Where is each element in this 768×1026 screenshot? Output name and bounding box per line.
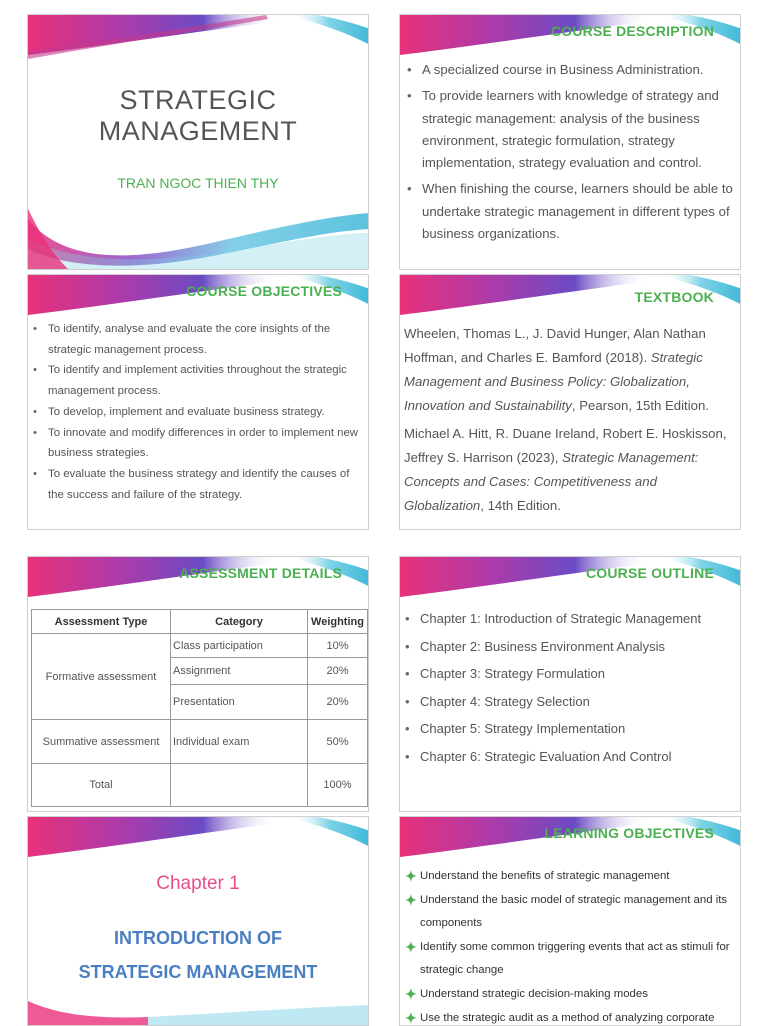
slide-course-objectives — [27, 274, 369, 530]
list-item-text: Understand the basic model of strategic management and its components — [420, 893, 728, 930]
list-item-text: Use the strategic audit as a method of analyzing corporate — [420, 1011, 715, 1024]
title-line-2: MANAGEMENT — [98, 116, 298, 146]
list-item — [402, 983, 736, 1007]
chapter-title-line-2: STRATEGIC MANAGEMENT — [78, 962, 318, 982]
presentation-title — [28, 85, 368, 147]
objectives-list — [30, 319, 362, 505]
category-cell: Class participation — [171, 634, 308, 658]
table-header-row — [32, 610, 368, 634]
chapter-label: Chapter 1 — [156, 873, 240, 894]
table-row — [32, 720, 368, 764]
ref-title: Strategic Management and Business Policy: Globalization, Innovation and Sustainability — [404, 350, 703, 413]
empty-cell — [171, 764, 308, 807]
list-item — [402, 1007, 736, 1026]
list-item: • To identify and implement activities throughout the strategic management process. — [30, 360, 362, 401]
chapter-title-line-1: INTRODUCTION OF — [114, 928, 282, 948]
ref-title: Strategic Management: Concepts and Cases: Competitiveness and Globalization — [404, 450, 699, 513]
column-header: Weighting — [308, 610, 368, 634]
list-item-text: Understand strategic decision-making modes — [420, 987, 648, 1000]
list-item: • When finishing the course, learners should be able to undertake strategic management in different types of business organizations. — [404, 178, 734, 245]
list-item-text: Identify some common triggering events that act as stimuli for strategic change — [420, 940, 730, 977]
slide-assessment-details — [27, 556, 369, 812]
weight-cell: 20% — [308, 685, 368, 720]
slide-heading: TEXTBOOK — [634, 289, 714, 305]
column-header: Assessment Type — [32, 610, 171, 634]
title-line-1: STRATEGIC — [119, 85, 277, 115]
weight-cell: 10% — [308, 634, 368, 658]
list-item: • A specialized course in Business Administration. — [404, 59, 734, 81]
list-item: • Chapter 5: Strategy Implementation — [402, 715, 734, 743]
outline-list — [402, 605, 734, 771]
list-item: • To identify, analyse and evaluate the core insights of the strategic management process. — [30, 319, 362, 360]
column-header: Category — [171, 610, 308, 634]
list-item: • To innovate and modify differences in order to implement new business strategies. — [30, 423, 362, 464]
reference-2 — [404, 422, 734, 518]
wave-decoration — [28, 817, 369, 861]
list-item: • Chapter 3: Strategy Formulation — [402, 660, 734, 688]
ref-authors: Wheelen, Thomas L., J. David Hunger, Alan Nathan Hoffman, and Charles E. Bamford (2018). — [404, 326, 706, 365]
slide-heading: COURSE DESCRIPTION — [550, 23, 714, 39]
list-item: • To evaluate the business strategy and identify the causes of the success and failure of the strategy. — [30, 464, 362, 505]
wave-decoration-bottom — [28, 199, 369, 269]
learning-objectives-list — [402, 865, 736, 1026]
list-item: • Chapter 2: Business Environment Analysis — [402, 633, 734, 661]
table-row — [32, 634, 368, 658]
list-item: • To provide learners with knowledge of strategy and strategic management: analysis of the business environment, strategic formulation, strategy implementation, strategy evaluation and control. — [404, 85, 734, 174]
list-item: • Chapter 6: Strategic Evaluation And Control — [402, 743, 734, 771]
category-cell: Individual exam — [171, 720, 308, 764]
plus-bullet-icon: ✦ — [405, 985, 417, 1002]
ref-authors: Michael A. Hitt, R. Duane Ireland, Robert E. Hoskisson, Jeffrey S. Harrison (2023), — [404, 426, 727, 465]
slide-heading: LEARNING OBJECTIVES — [544, 825, 714, 841]
list-item-text: Understand the benefits of strategic management — [420, 870, 670, 882]
slide-heading: COURSE OBJECTIVES — [186, 283, 342, 299]
list-item: • Chapter 4: Strategy Selection — [402, 688, 734, 716]
wave-decoration — [28, 15, 369, 59]
slide-textbook — [399, 274, 741, 530]
plus-bullet-icon: ✦ — [405, 868, 417, 884]
weight-cell: 20% — [308, 658, 368, 685]
total-label-cell: Total — [32, 764, 171, 807]
list-item: • Chapter 1: Introduction of Strategic Management — [402, 605, 734, 633]
total-weight-cell: 100% — [308, 764, 368, 807]
ref-publisher: , 14th Edition. — [480, 498, 561, 513]
slide-course-description — [399, 14, 741, 270]
assessment-table — [31, 609, 368, 807]
wave-decoration-bottom — [28, 995, 369, 1025]
list-item — [402, 865, 736, 889]
plus-bullet-icon: ✦ — [405, 891, 417, 908]
plus-bullet-icon: ✦ — [405, 1009, 417, 1026]
assessment-type-cell: Formative assessment — [32, 634, 171, 720]
chapter-title — [28, 921, 368, 989]
author-name: TRAN NGOC THIEN THY — [117, 175, 279, 191]
slide-heading: COURSE OUTLINE — [585, 565, 714, 581]
category-cell: Presentation — [171, 685, 308, 720]
slide-learning-objectives — [399, 816, 741, 1026]
list-item — [402, 889, 736, 936]
table-row — [32, 764, 368, 807]
category-cell: Assignment — [171, 658, 308, 685]
slide-course-outline — [399, 556, 741, 812]
list-item: • To develop, implement and evaluate business strategy. — [30, 402, 362, 423]
assessment-type-cell: Summative assessment — [32, 720, 171, 764]
reference-1 — [404, 322, 734, 418]
slide-heading: ASSESSMENT DETAILS — [179, 565, 342, 581]
slide-chapter-1 — [27, 816, 369, 1026]
weight-cell: 50% — [308, 720, 368, 764]
textbook-references — [404, 322, 734, 522]
ref-publisher: , Pearson, 15th Edition. — [571, 398, 709, 413]
list-item — [402, 936, 736, 983]
slide-title — [27, 14, 369, 270]
plus-bullet-icon: ✦ — [405, 938, 417, 955]
description-list — [404, 59, 734, 249]
